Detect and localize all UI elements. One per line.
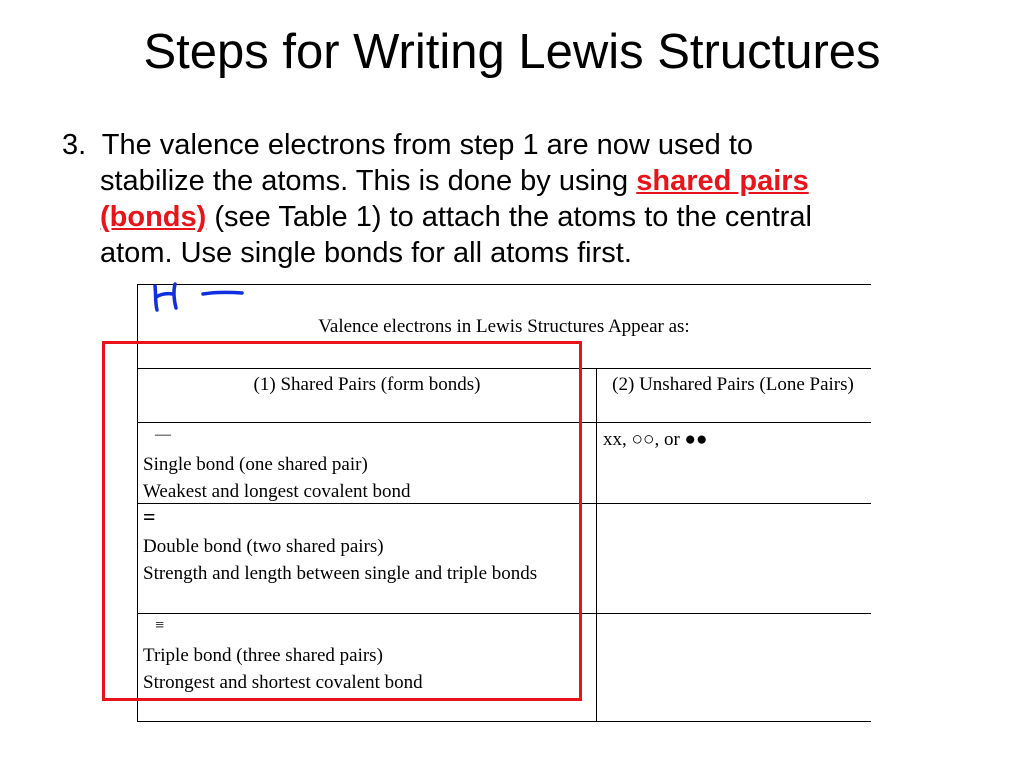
column-header-unshared: (2) Unshared Pairs (Lone Pairs) — [612, 374, 854, 395]
slide-title: Steps for Writing Lewis Structures — [143, 25, 881, 79]
red-highlight-box — [102, 341, 582, 701]
table-column-divider — [596, 368, 597, 722]
column-header-shared: (1) Shared Pairs (form bonds) — [253, 374, 481, 395]
step-line-4: atom. Use single bonds for all atoms first. — [100, 237, 632, 269]
step-number: 3. — [62, 129, 87, 161]
step-line-1: 3. The valence electrons from step 1 are now used to — [62, 129, 754, 161]
highlight-shared-pairs: shared pairs — [636, 165, 809, 197]
triple-bond-desc-1: Triple bond (three shared pairs) — [143, 645, 383, 666]
unshared-pair-notation: xx, ○○, or ●● — [603, 429, 708, 450]
single-bond-desc-2: Weakest and longest covalent bond — [143, 481, 411, 502]
table-caption: Valence electrons in Lewis Structures Appear as: — [318, 316, 690, 337]
single-bond-symbol: — — [155, 426, 171, 443]
triple-bond-symbol: ≡ — [155, 617, 165, 634]
triple-bond-desc-2: Strongest and shortest covalent bond — [143, 672, 423, 693]
double-bond-desc-2: Strength and length between single and triple bonds — [143, 563, 538, 584]
step-3-text — [62, 127, 962, 271]
handwritten-annotation — [145, 280, 255, 320]
step-line-2: stabilize the atoms. This is done by using shared pairs — [100, 165, 809, 197]
highlight-bonds: (bonds) — [100, 201, 207, 233]
double-bond-desc-1: Double bond (two shared pairs) — [143, 536, 384, 557]
step-line-3: (bonds) (see Table 1) to attach the atoms to the central — [100, 201, 812, 233]
double-bond-symbol: = — [143, 504, 156, 529]
table-border-bottom — [137, 721, 871, 722]
single-bond-desc-1: Single bond (one shared pair) — [143, 454, 368, 475]
